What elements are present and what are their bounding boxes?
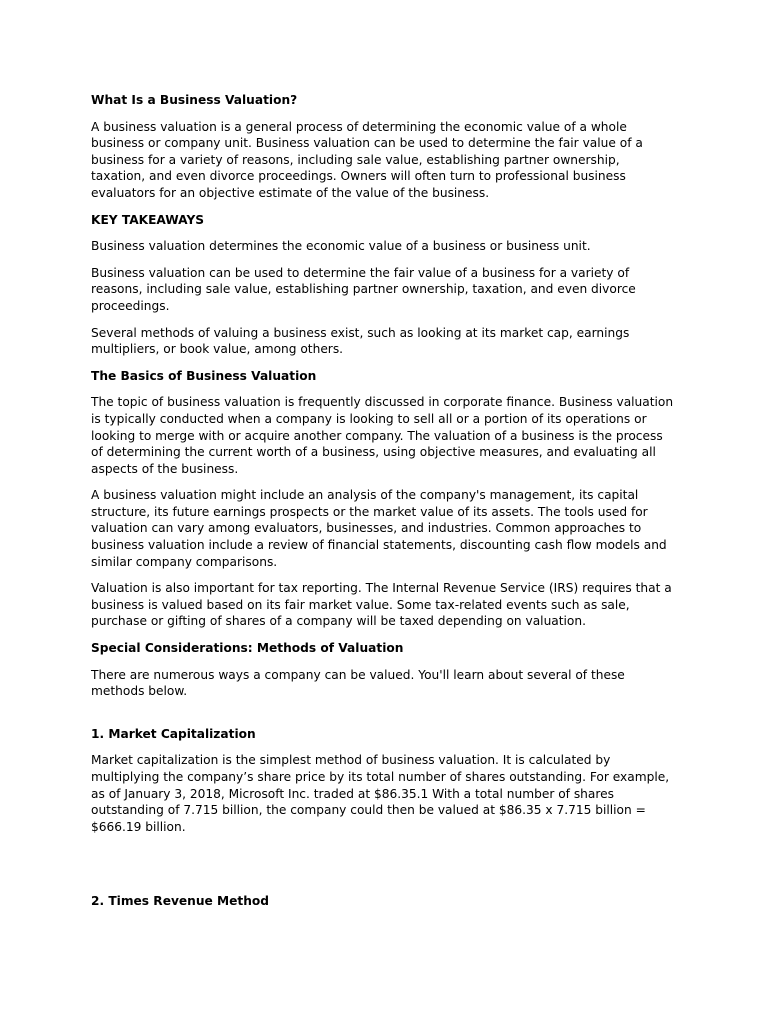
spacer — [91, 845, 676, 893]
heading-market-capitalization: 1. Market Capitalization — [91, 726, 256, 741]
spacer — [91, 710, 676, 726]
heading-times-revenue-method: 2. Times Revenue Method — [91, 894, 270, 909]
paragraph-basics-2: A business valuation might include an analysis of the company's management, its capital structure, its future earnings prospects or the market value of its assets. The tools used for valuation can vary among evaluators, businesses, and industries. Common approaches to business valuation include a review of financial statements, discounting cash flow models and similar company comparisons. — [91, 488, 667, 569]
takeaway-1: Business valuation determines the economic value of a business or business unit. — [91, 239, 591, 254]
paragraph-methods-intro: There are numerous ways a company can be valued. You'll learn about several of these methods below. — [91, 667, 625, 699]
heading-key-takeaways: KEY TAKEAWAYS — [91, 212, 205, 227]
document-body — [91, 92, 676, 920]
heading-special-considerations: Special Considerations: Methods of Valuation — [91, 641, 404, 656]
takeaway-2: Business valuation can be used to determine the fair value of a business for a variety of reasons, including sale value, establishing partner ownership, taxation, and even divorce proceedings. — [91, 265, 636, 313]
heading-basics: The Basics of Business Valuation — [91, 368, 317, 383]
paragraph-definition: A business valuation is a general process of determining the economic value of a whole business or company unit. Business valuation can be used to determine the fair value of a business for a variety of reasons, including sale value, establishing partner ownership, taxation, and even divorce proceedings. Owners will often turn to professional business evaluators for an objective estimate of the value of the business. — [91, 119, 643, 200]
takeaway-3: Several methods of valuing a business exist, such as looking at its market cap, earnings multipliers, or book value, among others. — [91, 325, 630, 357]
paragraph-market-capitalization: Market capitalization is the simplest method of business valuation. It is calculated by multiplying the company’s share price by its total number of shares outstanding. For example, as of January 3, 2018, Microsoft Inc. traded at $86.35.1 With a total number of shares outstanding of 7.715 billion, the company could then be valued at $86.35 x 7.715 billion = $666.19 billion. — [91, 753, 670, 834]
paragraph-basics-1: The topic of business valuation is frequently discussed in corporate finance. Business valuation is typically conducted when a company is looking to sell all or a portion of its operations or looking to merge with or acquire another company. The valuation of a business is the process of determining the current worth of a business, using objective measures, and evaluating all aspects of the business. — [91, 395, 674, 476]
paragraph-basics-3: Valuation is also important for tax reporting. The Internal Revenue Service (IRS) requires that a business is valued based on its fair market value. Some tax-related events such as sale, purchase or gifting of shares of a company will be taxed depending on valuation. — [91, 581, 672, 629]
heading-what-is-business-valuation: What Is a Business Valuation? — [91, 93, 298, 107]
